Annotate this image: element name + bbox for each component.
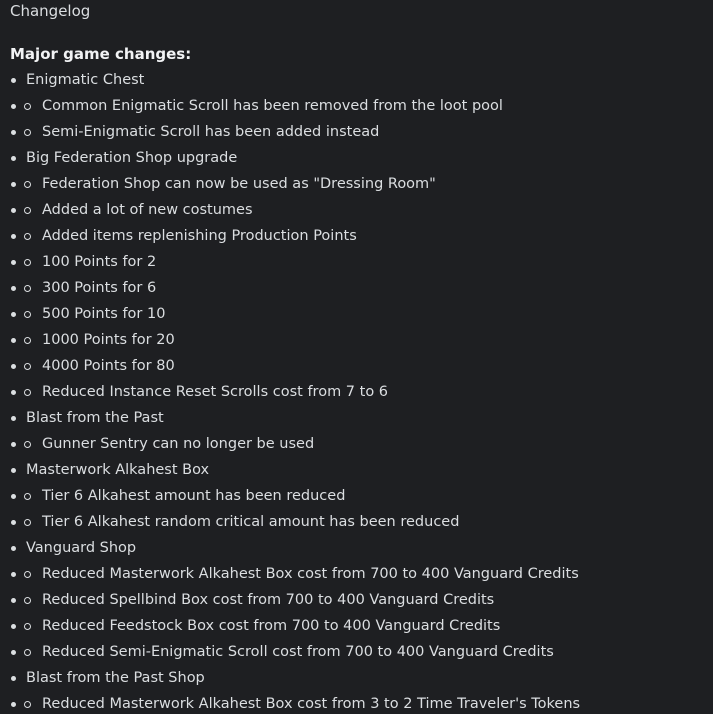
hollow-bullet-icon — [24, 623, 31, 630]
bullet-icon — [11, 650, 16, 655]
bullet-icon — [11, 78, 16, 83]
list-item-text: Common Enigmatic Scroll has been removed from the loot pool — [42, 98, 503, 114]
hollow-bullet-icon — [24, 597, 31, 604]
hollow-bullet-icon — [24, 649, 31, 656]
bullet-icon — [11, 208, 16, 213]
list-item-text: Gunner Sentry can no longer be used — [42, 436, 315, 452]
changelog-title: Changelog — [10, 2, 91, 20]
list-item-text: Masterwork Alkahest Box — [26, 462, 210, 478]
bullet-icon — [11, 494, 16, 499]
hollow-bullet-icon — [24, 233, 31, 240]
hollow-bullet-icon — [24, 311, 31, 318]
bullet-icon — [11, 390, 16, 395]
list-item-text: 100 Points for 2 — [42, 254, 157, 270]
list-item-text: Added items replenishing Production Points — [42, 228, 357, 244]
list-item-text: Federation Shop can now be used as "Dressing Room" — [42, 176, 436, 192]
bullet-icon — [11, 182, 16, 187]
list-item-text: Tier 6 Alkahest random critical amount has been reduced — [42, 514, 460, 530]
bullet-icon — [11, 442, 16, 447]
bullet-icon — [11, 156, 16, 161]
bullet-icon — [11, 312, 16, 317]
hollow-bullet-icon — [24, 389, 31, 396]
list-item-text: 300 Points for 6 — [42, 280, 157, 296]
hollow-bullet-icon — [24, 259, 31, 266]
bullet-icon — [11, 702, 16, 707]
list-item-text: Tier 6 Alkahest amount has been reduced — [42, 488, 346, 504]
list-item-text: Added a lot of new costumes — [42, 202, 253, 218]
hollow-bullet-icon — [24, 493, 31, 500]
hollow-bullet-icon — [24, 519, 31, 526]
list-item-text: Big Federation Shop upgrade — [26, 150, 238, 166]
hollow-bullet-icon — [24, 701, 31, 708]
list-item-text: Reduced Semi-Enigmatic Scroll cost from 700 to 400 Vanguard Credits — [42, 644, 554, 660]
bullet-icon — [11, 364, 16, 369]
hollow-bullet-icon — [24, 285, 31, 292]
list-item-text: 500 Points for 10 — [42, 306, 166, 322]
list-item-text: Reduced Masterwork Alkahest Box cost from 700 to 400 Vanguard Credits — [42, 566, 579, 582]
bullet-icon — [11, 676, 16, 681]
list-item-text: 4000 Points for 80 — [42, 358, 175, 374]
list-item-text: 1000 Points for 20 — [42, 332, 175, 348]
bullet-icon — [11, 520, 16, 525]
bullet-icon — [11, 104, 16, 109]
bullet-icon — [11, 416, 16, 421]
bullet-icon — [11, 234, 16, 239]
bullet-icon — [11, 260, 16, 265]
list-item-text: Reduced Feedstock Box cost from 700 to 400 Vanguard Credits — [42, 618, 501, 634]
bullet-icon — [11, 130, 16, 135]
bullet-icon — [11, 468, 16, 473]
hollow-bullet-icon — [24, 571, 31, 578]
list-item-text: Blast from the Past — [26, 410, 164, 426]
hollow-bullet-icon — [24, 129, 31, 136]
list-item-text: Vanguard Shop — [26, 540, 137, 556]
bullet-icon — [11, 598, 16, 603]
list-item-text: Semi-Enigmatic Scroll has been added instead — [42, 124, 380, 140]
bullet-icon — [11, 572, 16, 577]
list-item-text: Reduced Spellbind Box cost from 700 to 400 Vanguard Credits — [42, 592, 495, 608]
section-heading: Major game changes: — [10, 45, 192, 63]
bullet-icon — [11, 546, 16, 551]
hollow-bullet-icon — [24, 207, 31, 214]
list-item-text: Blast from the Past Shop — [26, 670, 205, 686]
bullet-icon — [11, 338, 16, 343]
hollow-bullet-icon — [24, 103, 31, 110]
bullet-icon — [11, 286, 16, 291]
hollow-bullet-icon — [24, 181, 31, 188]
list-item-text: Reduced Instance Reset Scrolls cost from 7 to 6 — [42, 384, 389, 400]
hollow-bullet-icon — [24, 363, 31, 370]
hollow-bullet-icon — [24, 441, 31, 448]
list-item-text: Reduced Masterwork Alkahest Box cost from 3 to 2 Time Traveler's Tokens — [42, 696, 581, 712]
list-item-text: Enigmatic Chest — [26, 72, 145, 88]
hollow-bullet-icon — [24, 337, 31, 344]
bullet-icon — [11, 624, 16, 629]
